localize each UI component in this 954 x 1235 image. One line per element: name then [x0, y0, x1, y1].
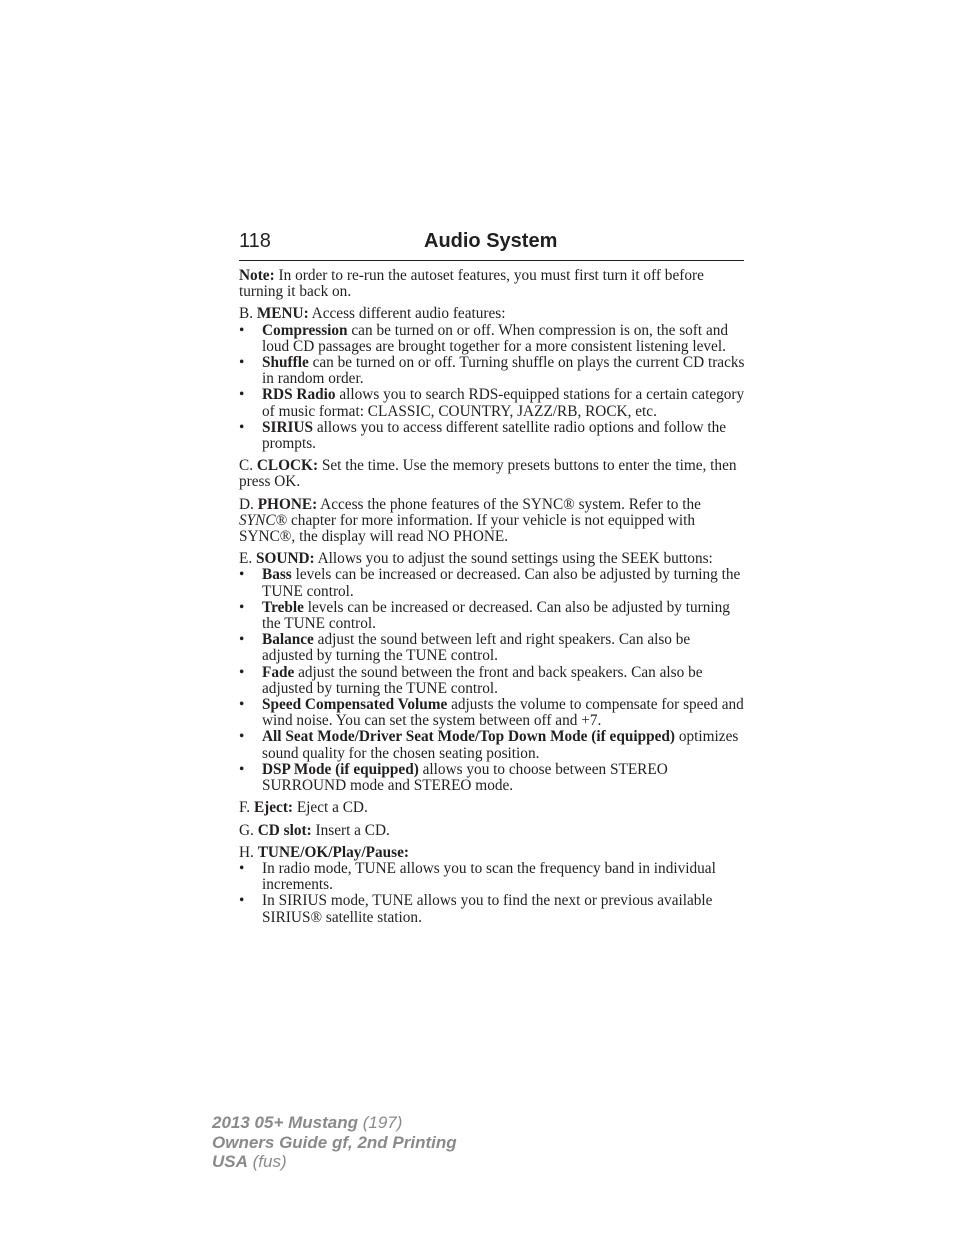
clock-paragraph [239, 458, 745, 490]
sound-paragraph [239, 551, 745, 567]
menu-label: MENU: [256, 305, 309, 323]
bullet: • [239, 354, 245, 372]
footer-guide: Owners Guide gf, 2nd Printing [212, 1132, 457, 1152]
phone-prefix: D. [239, 495, 258, 513]
list-item [239, 729, 745, 761]
footer-line [212, 1133, 457, 1153]
footer-model: 2013 05+ Mustang [212, 1113, 358, 1132]
bullet: • [239, 892, 245, 910]
page-number: 118 [239, 230, 271, 252]
list-item [239, 355, 745, 387]
list-item [239, 893, 745, 925]
item-label: Treble [262, 598, 304, 616]
list-item [239, 567, 745, 599]
note-paragraph [239, 268, 745, 300]
item-text: allows you to search RDS-equipped stations for a certain category of music format: CLASSIC, COUNTRY, JAZZ/RB, ROCK, etc. [262, 386, 745, 420]
list-item [239, 861, 745, 893]
phone-label: PHONE: [257, 495, 318, 513]
footer-market: USA [212, 1152, 248, 1171]
list-item [239, 420, 745, 452]
clock-prefix: C. [239, 457, 257, 475]
footer-model-code: (197) [358, 1113, 403, 1132]
sound-label: SOUND: [256, 550, 315, 568]
item-label: SIRIUS [262, 418, 314, 436]
note-label: Note: [239, 267, 275, 284]
clock-text: Set the time. Use the memory presets buttons to enter the time, then press OK. [239, 457, 737, 491]
list-item [239, 600, 745, 632]
list-item [239, 632, 745, 664]
footer-line [212, 1152, 457, 1172]
bullet: • [239, 321, 245, 339]
menu-paragraph [239, 306, 745, 322]
item-text: optimizes sound quality for the chosen seating position. [262, 728, 739, 762]
list-item [239, 323, 745, 355]
bullet: • [239, 728, 245, 746]
page-content [239, 268, 745, 932]
item-label: DSP Mode (if equipped) [262, 760, 419, 778]
cdslot-paragraph [239, 823, 745, 839]
item-text: levels can be increased or decreased. Can also be adjusted by turning the TUNE control. [262, 598, 730, 633]
sync-chapter-reference: SYNC® [239, 511, 288, 529]
bullet: • [239, 598, 245, 616]
item-text: can be turned on or off. When compression is on, the soft and loud CD passages are brought together for a more consistent listening level. [262, 321, 729, 355]
bullet: • [239, 566, 245, 584]
tune-paragraph [239, 845, 745, 861]
clock-label: CLOCK: [256, 457, 319, 475]
bullet: • [239, 663, 245, 681]
note-text: In order to re-run the autoset features, you must first turn it off before turning it back on. [239, 267, 704, 301]
item-label: All Seat Mode/Driver Seat Mode/Top Down Mode (if equipped) [262, 728, 676, 746]
item-text: adjust the sound between left and right speakers. Can also be adjusted by turning the TUNE control. [262, 631, 691, 665]
tune-label: TUNE/OK/Play/Pause: [257, 843, 409, 861]
item-label: Shuffle [262, 354, 309, 372]
eject-label: Eject: [253, 799, 294, 817]
section-title: Audio System [424, 230, 558, 252]
phone-paragraph [239, 497, 745, 546]
item-text: allows you to choose between STEREO SURROUND mode and STEREO mode. [262, 760, 668, 795]
eject-prefix: F. [239, 799, 254, 817]
bullet: • [239, 418, 245, 436]
item-label: Fade [262, 663, 295, 681]
list-item [239, 665, 745, 697]
menu-prefix: B. [239, 305, 257, 323]
tune-prefix: H. [239, 843, 258, 861]
menu-text: Access different audio features: [308, 305, 506, 323]
item-text: levels can be increased or decreased. Can also be adjusted by turning the TUNE control. [262, 566, 741, 600]
list-item [239, 387, 745, 419]
item-text: In SIRIUS mode, TUNE allows you to find the next or previous available SIRIUS® satellite station. [262, 892, 713, 926]
item-label: Compression [262, 321, 348, 339]
footer-market-code: (fus) [247, 1152, 287, 1171]
footer-line [212, 1113, 457, 1133]
item-text: adjusts the volume to compensate for speed and wind noise. You can set the system between off and +7. [262, 696, 744, 730]
cdslot-label: CD slot: [257, 821, 312, 839]
list-item [239, 762, 745, 794]
bullet: • [239, 631, 245, 649]
bullet: • [239, 760, 245, 778]
phone-text-continued: chapter for more information. If your vehicle is not equipped with SYNC®, the display will read NO PHONE. [239, 511, 695, 546]
item-text: allows you to access different satellite radio options and follow the prompts. [262, 418, 727, 453]
bullet: • [239, 386, 245, 404]
item-label: Bass [262, 566, 292, 584]
tune-list [239, 861, 745, 926]
menu-list [239, 323, 745, 453]
item-label: RDS Radio [262, 386, 336, 404]
eject-paragraph [239, 800, 745, 816]
sound-prefix: E. [239, 550, 256, 568]
cdslot-text: Insert a CD. [311, 821, 390, 839]
sound-text: Allows you to adjust the sound settings using the SEEK buttons: [314, 550, 713, 568]
item-text: In radio mode, TUNE allows you to scan the frequency band in individual increments. [262, 859, 716, 894]
bullet: • [239, 859, 245, 877]
item-text: can be turned on or off. Turning shuffle on plays the current CD tracks in random order. [262, 354, 745, 388]
page-footer [212, 1113, 457, 1172]
page-header [239, 228, 744, 261]
list-item [239, 697, 745, 729]
eject-text: Eject a CD. [293, 799, 368, 817]
item-text: adjust the sound between the front and back speakers. Can also be adjusted by turning the TUNE control. [262, 663, 703, 697]
item-label: Speed Compensated Volume [262, 696, 448, 714]
cdslot-prefix: G. [239, 821, 258, 839]
bullet: • [239, 696, 245, 714]
sound-list [239, 567, 745, 794]
item-label: Balance [262, 631, 314, 649]
phone-text: Access the phone features of the SYNC® system. Refer to the [317, 495, 701, 513]
